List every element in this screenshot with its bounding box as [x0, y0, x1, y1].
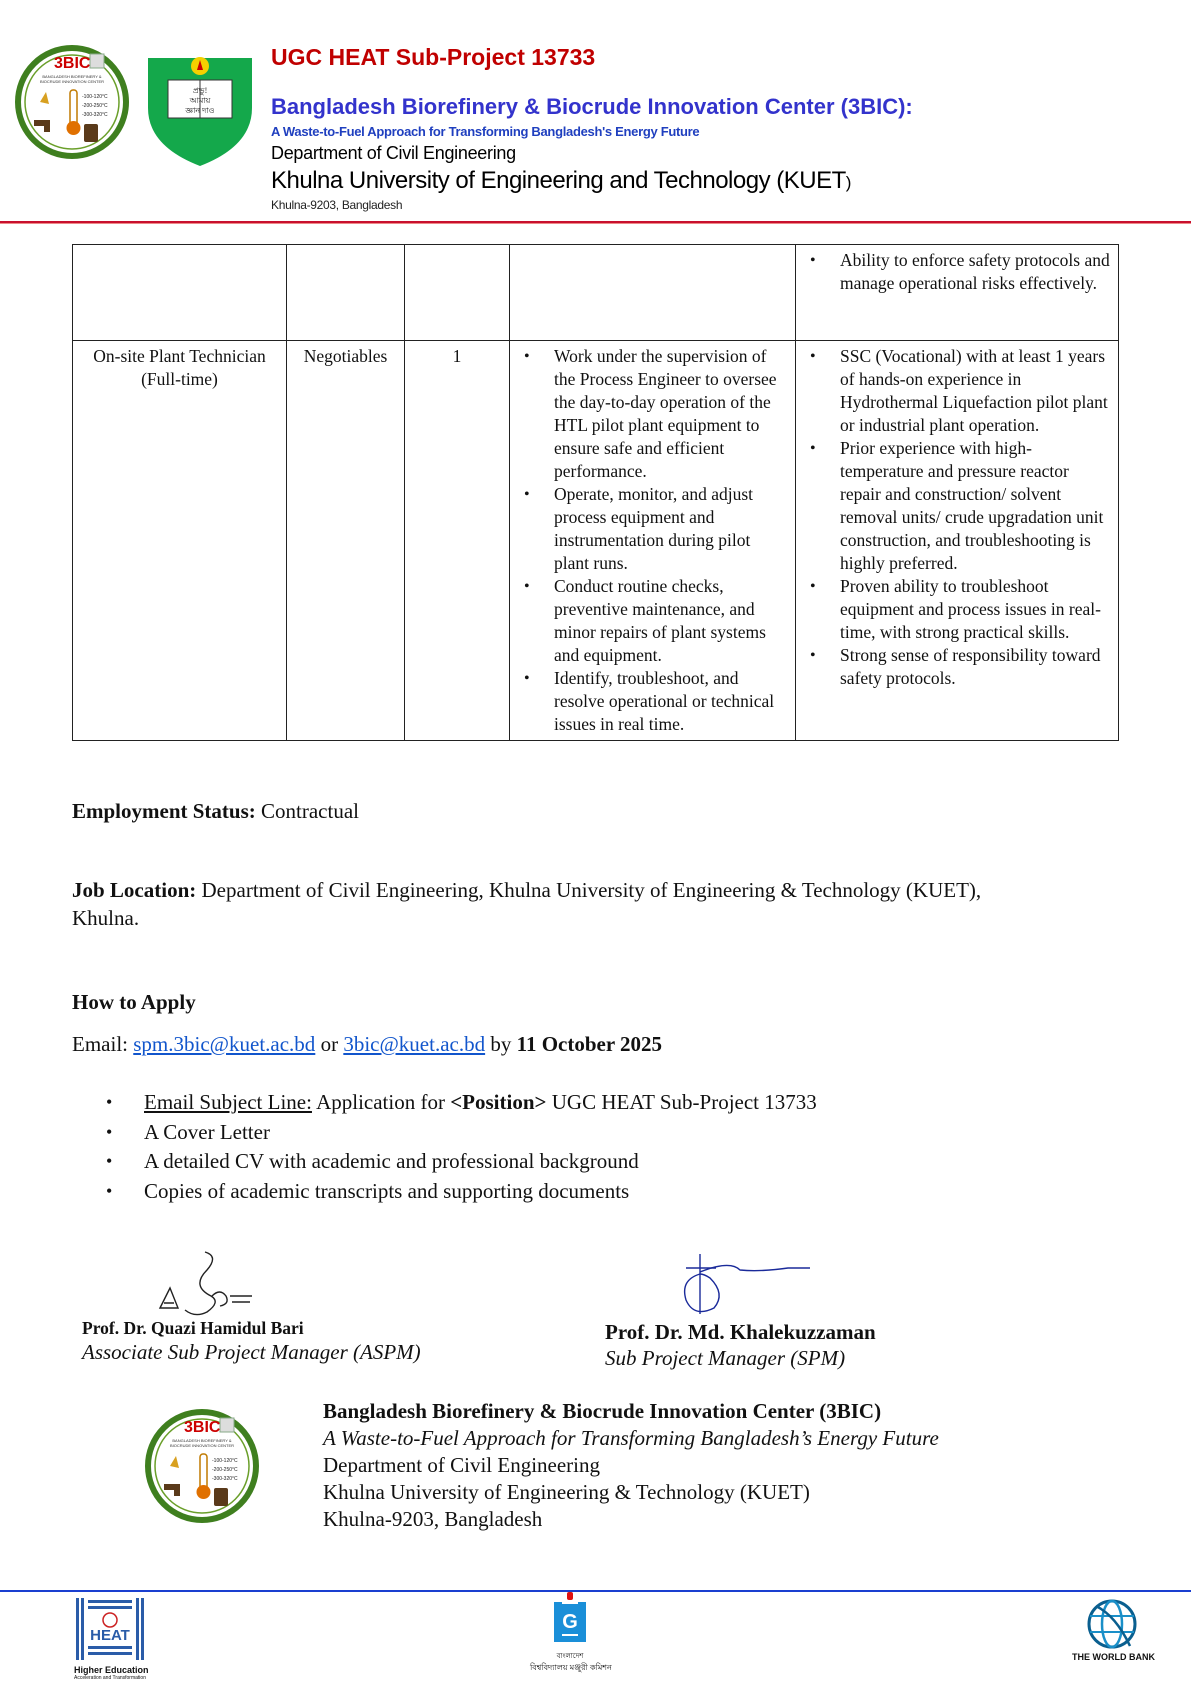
list-item: • Ability to enforce safety protocols and manage operational risks effectively. — [802, 249, 1112, 295]
signatory-role: Associate Sub Project Manager (ASPM) — [82, 1340, 421, 1364]
signature-aspm — [150, 1248, 270, 1318]
signature-spm-icon — [680, 1252, 820, 1318]
cell-qualifications — [796, 245, 1119, 341]
svg-text:BANGLADESH BIOREFINERY &: BANGLADESH BIOREFINERY & — [172, 1438, 232, 1443]
cell-salary: Negotiables — [287, 341, 405, 741]
email-label: Email: — [72, 1032, 128, 1056]
apply-email-line — [72, 1030, 662, 1058]
svg-text:-300-320°C: -300-320°C — [212, 1476, 238, 1482]
logo-heat-icon — [74, 1598, 146, 1660]
subject-line-post: UGC HEAT Sub-Project 13733 — [551, 1090, 817, 1114]
university-name-text: Khulna University of Engineering and Technology (KUET — [271, 167, 846, 194]
cell-position: On-site Plant Technician (Full-time) — [73, 341, 287, 741]
svg-text:BIOCRUDE INNOVATION CENTER: BIOCRUDE INNOVATION CENTER — [39, 79, 105, 84]
cell-responsibilities — [510, 341, 796, 741]
logo-3bic-footer-icon — [142, 1405, 262, 1527]
cell-qualifications — [796, 341, 1119, 741]
email-link-3bic[interactable]: 3bic@kuet.ac.bd — [343, 1032, 486, 1056]
subject-line-position: <Position> — [450, 1090, 547, 1114]
list-item: • Prior experience with high-temperature and pressure reactor repair and construction/ solvent removal units/ crude upgradation unit construction, and troubleshooting is highly preferred. — [802, 437, 1112, 575]
svg-text:BANGLADESH BIOREFINERY &: BANGLADESH BIOREFINERY & — [42, 74, 102, 79]
list-item: • A detailed CV with academic and professional background — [72, 1147, 817, 1177]
table-row — [73, 341, 1119, 741]
email-link-spm[interactable]: spm.3bic@kuet.ac.bd — [133, 1032, 316, 1056]
svg-text:-100-120°C: -100-120°C — [212, 1458, 238, 1464]
cell-responsibilities — [510, 245, 796, 341]
university-name — [271, 167, 851, 195]
logo-heat — [74, 1598, 149, 1681]
list-item: • Operate, monitor, and adjust process equipment and instrumentation during pilot plant runs. — [516, 483, 789, 575]
cell-vacancies: 1 — [405, 341, 510, 741]
list-item — [72, 1088, 817, 1118]
employment-status — [72, 797, 359, 825]
subject-line-label: Email Subject Line: — [144, 1090, 312, 1114]
email-by: by — [490, 1032, 512, 1056]
list-item: • Identify, troubleshoot, and resolve operational or technical issues in real time. — [516, 667, 789, 736]
org-tagline: A Waste-to-Fuel Approach for Transforming Bangladesh’s Energy Future — [323, 1426, 939, 1450]
header-divider — [0, 221, 1191, 224]
org-block — [323, 1398, 939, 1533]
heat-caption: Higher Education — [74, 1665, 149, 1675]
application-requirements — [72, 1088, 817, 1206]
svg-text:-200-250°C: -200-250°C — [212, 1467, 238, 1473]
svg-text:-300-320°C: -300-320°C — [82, 112, 108, 118]
logo-kuet — [144, 52, 256, 168]
svg-text:HEAT: HEAT — [90, 1627, 130, 1644]
svg-text:3BIC: 3BIC — [54, 55, 91, 72]
svg-text:-200-250°C: -200-250°C — [82, 103, 108, 109]
svg-text:জ্ঞান দাও: জ্ঞান দাও — [185, 106, 215, 115]
list-item: • Work under the supervision of the Process Engineer to oversee the day-to-day operation of the HTL pilot plant equipment to ensure safe and efficient performance. — [516, 345, 789, 483]
table-row — [73, 245, 1119, 341]
signatory-name: Prof. Dr. Quazi Hamidul Bari — [82, 1318, 304, 1338]
job-location-value-cont: Khulna. — [72, 906, 140, 930]
list-item: • Strong sense of responsibility toward safety protocols. — [802, 644, 1112, 690]
ugc-caption-1: বাংলাদেশ — [556, 1653, 584, 1660]
org-department: Department of Civil Engineering — [323, 1453, 601, 1477]
job-location-label: Job Location: — [72, 878, 197, 902]
svg-text:BIOCRUDE INNOVATION CENTER: BIOCRUDE INNOVATION CENTER — [169, 1443, 235, 1448]
list-item: • Copies of academic transcripts and supporting documents — [72, 1177, 817, 1207]
project-title: UGC HEAT Sub-Project 13733 — [271, 44, 596, 70]
worldbank-caption: THE WORLD BANK — [1072, 1652, 1155, 1662]
employment-status-label: Employment Status: — [72, 799, 256, 823]
university-name-paren: ) — [845, 173, 851, 192]
header-address: Khulna-9203, Bangladesh — [271, 198, 403, 212]
logo-worldbank — [1072, 1598, 1155, 1668]
ugc-caption-2: বিশ্ববিদ্যালয় মঞ্জুরী কমিশন — [530, 1663, 612, 1672]
cell-position — [73, 245, 287, 341]
logo-3bic-icon — [12, 42, 132, 162]
svg-text:3BIC: 3BIC — [184, 1419, 221, 1436]
job-location-value: Department of Civil Engineering, Khulna University of Engineering & Technology (KUET), — [201, 878, 982, 902]
signatory-name: Prof. Dr. Md. Khalekuzzaman — [605, 1320, 876, 1344]
svg-text:প্রভু!: প্রভু! — [192, 86, 208, 95]
job-location — [72, 876, 981, 932]
signature-aspm-icon — [150, 1248, 270, 1318]
logo-ugc-icon — [550, 1592, 590, 1650]
list-item: • Conduct routine checks, preventive maintenance, and minor repairs of plant systems and equipment. — [516, 575, 789, 667]
center-tagline: A Waste-to-Fuel Approach for Transforming Bangladesh's Energy Future — [271, 124, 700, 139]
deadline: 11 October 2025 — [516, 1032, 663, 1056]
globe-icon — [1086, 1598, 1138, 1650]
org-university: Khulna University of Engineering & Technology (KUET) — [323, 1480, 810, 1504]
logo-3bic-footer — [142, 1405, 262, 1527]
heat-subcaption: Acceleration and Transformation — [74, 1675, 146, 1681]
jobs-table — [72, 244, 1119, 741]
org-address: Khulna-9203, Bangladesh — [323, 1507, 543, 1531]
list-item: • SSC (Vocational) with at least 1 years of hands-on experience in Hydrothermal Liquefaction pilot plant or industrial plant operation. — [802, 345, 1112, 437]
how-to-apply-heading-text: How to Apply — [72, 990, 196, 1014]
center-name: Bangladesh Biorefinery & Biocrude Innovation Center (3BIC): — [271, 94, 913, 119]
logo-kuet-icon — [144, 52, 256, 168]
svg-text:আমায়: আমায় — [189, 96, 211, 105]
list-item: • Proven ability to troubleshoot equipment and process issues in real-time, with strong practical skills. — [802, 575, 1112, 644]
logo-ugc — [530, 1592, 610, 1682]
svg-text:-100-120°C: -100-120°C — [82, 94, 108, 100]
signature-spm — [680, 1252, 820, 1318]
employment-status-value: Contractual — [261, 799, 359, 823]
signatory-role: Sub Project Manager (SPM) — [605, 1346, 846, 1370]
cell-salary — [287, 245, 405, 341]
email-or: or — [320, 1032, 339, 1056]
list-item: • A Cover Letter — [72, 1118, 817, 1148]
logo-3bic — [12, 42, 132, 162]
subject-line-pre: Application for — [316, 1090, 445, 1114]
org-name: Bangladesh Biorefinery & Biocrude Innovation Center (3BIC) — [323, 1399, 882, 1423]
svg-text:G: G — [562, 1611, 578, 1633]
department-name: Department of Civil Engineering — [271, 143, 516, 163]
cell-vacancies — [405, 245, 510, 341]
how-to-apply-heading — [72, 988, 196, 1016]
